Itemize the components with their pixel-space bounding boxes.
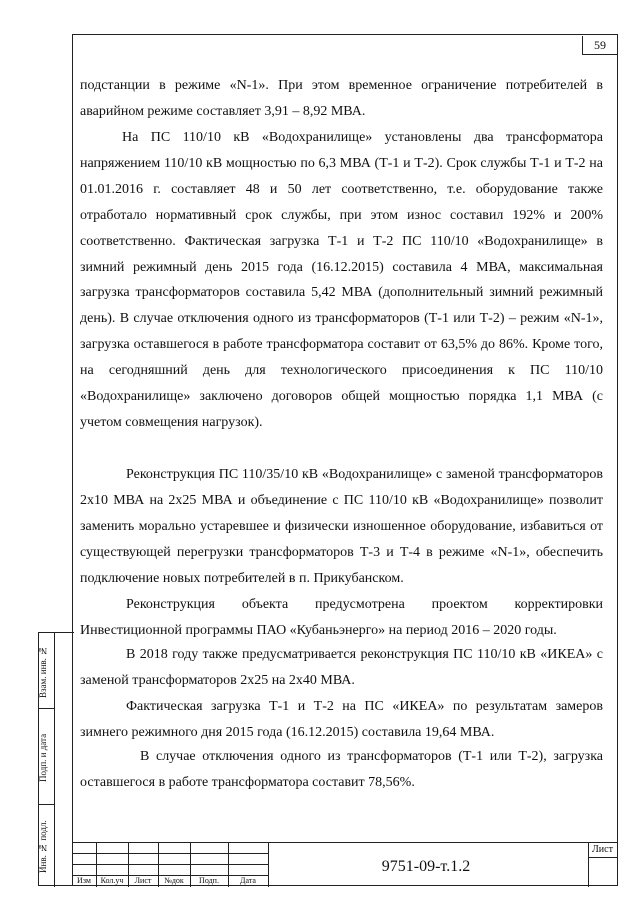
col-label-podp: Подп. xyxy=(199,876,219,885)
paragraph-3: Реконструкция ПС 110/35/10 кВ «Водохранилище» с заменой трансформаторов 2х10 МВА на 2х25 МВА и объединение с ПС 110/10 кВ «Водохранилище» позволит заменить морально устаревшее и физически изношенное оборудование, избавиться от существующей перегрузки трансформаторов Т-3 и Т-4 в режиме «N-1», обеспечить подключение новых потребителей в п. Прикубанском. xyxy=(80,467,603,586)
tb-row-line-1 xyxy=(72,853,268,854)
paragraph-4: Реконструкция объекта предусмотрена проектом корректировки Инвестиционной программы ПАО «Кубаньэнерго» на период 2016 – 2020 годы. xyxy=(80,597,603,638)
tb-col-line-6 xyxy=(268,843,269,887)
paragraph-6: Фактическая загрузка Т-1 и Т-2 на ПС «ИКЕА» по результатам замеров зимнего режимного дня 2015 года (16.12.2015) составила 19,64 МВА. xyxy=(80,699,603,740)
side-label-vzam: Взам. инв. № xyxy=(38,645,48,699)
col-label-list: Лист xyxy=(134,876,152,885)
tb-sheet-line xyxy=(588,857,618,858)
side-label-inv: Инв. № подл. xyxy=(38,820,48,874)
tb-col-line-sheet xyxy=(588,843,589,887)
col-label-data: Дата xyxy=(240,876,256,885)
paragraph-5: В 2018 году также предусматривается реконструкция ПС 110/10 кВ «ИКЕА» с заменой трансформаторов 2х25 на 2х40 МВА. xyxy=(80,647,603,688)
paragraph-2: На ПС 110/10 кВ «Водохранилище» установлены два трансформатора напряжением 110/10 кВ мощностью по 6,3 МВА (Т-1 и Т-2). Срок службы Т-1 и Т-2 на 01.01.2016 г. составляет 48 и 50 лет соответственно, т.е. оборудование также отработало нормативный срок службы, при этом износ составил 192% и 200% соответственно. Фактическая загрузка Т-1 и Т-2 ПС 110/10 «Водохранилище» в зимний режимный день 2015 года (16.12.2015) составила 4 МВА, максимальная загрузка трансформаторов составила 5,42 МВА (дополнительный зимний режимный день). В случае отключения одного из трансформаторов (Т-1 или Т-2) – режим «N-1», загрузка оставшегося в работе трансформатора составит от 63,5% до 86%. Кроме того, на сегодняшний день для технологического присоединения к ПС 110/10 «Водохранилище» заключено договоров общей мощностью порядка 1,1 МВА (с учетом совмещения нагрузок). xyxy=(80,130,603,430)
side-strip xyxy=(38,632,74,886)
paragraph-7: В случае отключения одного из трансформаторов (Т-1 или Т-2), загрузка оставшегося в работе трансформатора составит 78,56%. xyxy=(80,749,603,790)
document-code: 9751-09-т.1.2 xyxy=(381,858,471,875)
page-number: 59 xyxy=(582,36,617,55)
side-label-podp: Подп. и дата xyxy=(38,733,48,783)
tb-row-line-2 xyxy=(72,864,268,865)
col-label-izm: Изм xyxy=(77,876,91,885)
sheet-label: Лист xyxy=(592,844,613,855)
paragraph-1: подстанции в режиме «N-1». При этом временное ограничение потребителей в аварийном режиме составляет 3,91 – 8,92 МВА. xyxy=(80,78,603,119)
col-label-kolu: Кол.уч xyxy=(100,876,124,885)
col-label-ndok: №док xyxy=(164,876,184,885)
